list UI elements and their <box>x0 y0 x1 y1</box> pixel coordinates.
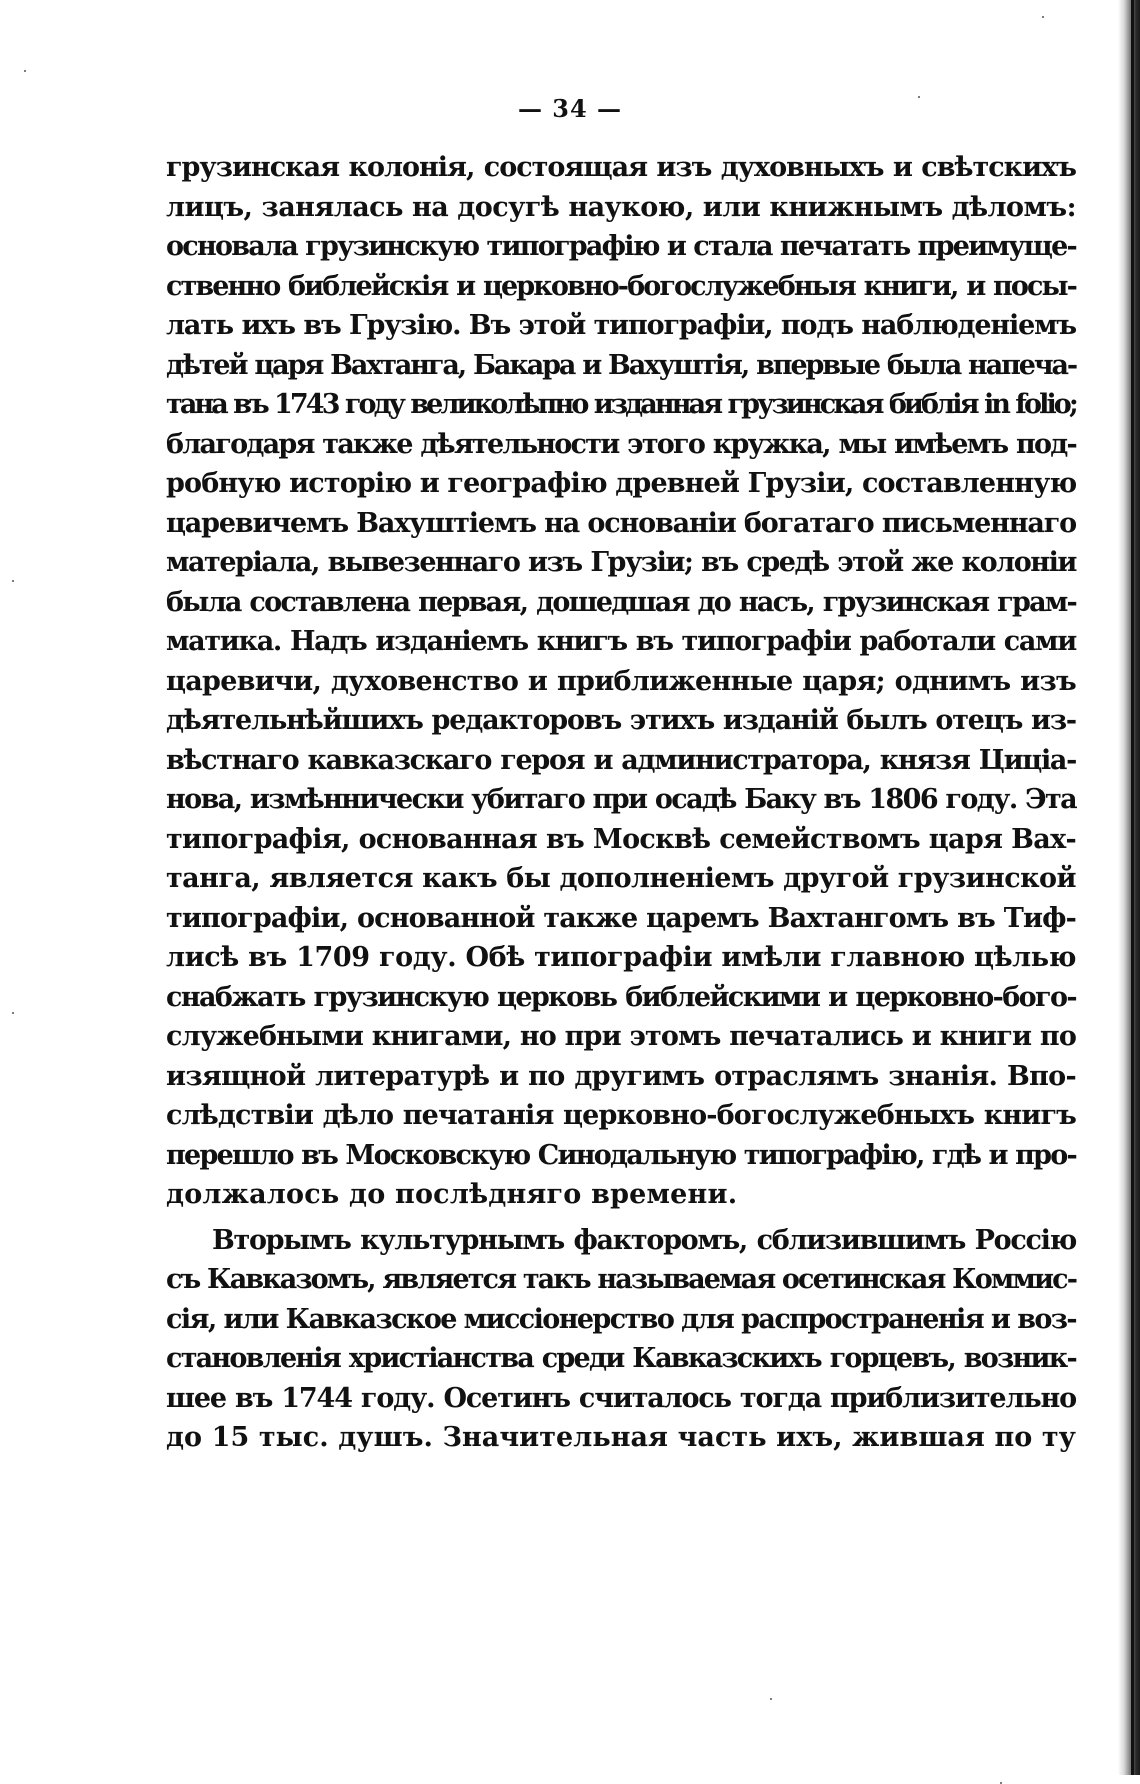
text-line: грузинская колонія, состоящая изъ духовныхъ и свѣтскихъ <box>166 152 1076 183</box>
text-line: царевичемъ Вахуштіемъ на основаніи богатаго письменнаго <box>166 507 1076 539</box>
text-line: съ Кавказомъ, является такъ называемая осетинская Коммис- <box>166 1264 1076 1295</box>
text-line: нова, измѣннически убитаго при осадѣ Баку въ 1806 году. Эта <box>166 784 1076 815</box>
text-line: типографіи, основанной также царемъ Вахтангомъ въ Тиф- <box>166 902 1076 934</box>
text-line: лать ихъ въ Грузію. Въ этой типографіи, подъ наблюденіемъ <box>166 310 1076 341</box>
text-line: лисѣ въ 1709 году. Обѣ типографіи имѣли главною цѣлью <box>166 942 1076 973</box>
page-edge-line <box>1131 0 1134 1775</box>
text-line: робную исторію и географію древней Грузіи, составленную <box>166 468 1077 499</box>
text-line: матика. Надъ изданіемъ книгъ въ типографіи работали сами <box>166 626 1076 657</box>
text-line: была составлена первая, дошедшая до насъ, грузинская грам- <box>166 586 1076 618</box>
paragraph-2 <box>166 1221 1076 1458</box>
paper-speck <box>1042 16 1044 18</box>
text-line: ственно библейскія и церковно-богослужебныя книги, и посы- <box>166 270 1076 302</box>
text-line: благодаря также дѣятельности этого кружка, мы имѣемъ под- <box>166 428 1076 460</box>
text-line: матеріала, вывезеннаго изъ Грузіи; въ средѣ этой же колоніи <box>166 547 1076 578</box>
text-line: шее въ 1744 году. Осетинъ считалось тогда приблизительно <box>166 1382 1076 1414</box>
text-line: должалось до послѣдняго времени. <box>166 1179 738 1210</box>
paper-speck <box>12 1012 14 1014</box>
text-line: типографія, основанная въ Москвѣ семействомъ царя Вах- <box>166 823 1076 855</box>
text-line: танга, является какъ бы дополненіемъ другой грузинской <box>166 863 1076 894</box>
page-number: — 34 — <box>517 94 623 123</box>
page-edge-shadow <box>1118 0 1140 1775</box>
text-line: царевичи, духовенство и приближенные царя; однимъ изъ <box>166 665 1076 697</box>
text-line: тана въ 1743 году великолѣпно изданная грузинская библія in folio; <box>166 389 1076 420</box>
text-line: служебными книгами, но при этомъ печатались и книги по <box>166 1021 1076 1052</box>
text-line: снабжать грузинскую церковь библейскими и церковно-бого- <box>166 981 1076 1013</box>
text-line: дѣятельнѣйшихъ редакторовъ этихъ изданій былъ отецъ из- <box>166 705 1076 736</box>
text-line: становленія христіанства среди Кавказскихъ горцевъ, возник- <box>166 1343 1076 1374</box>
text-line: основала грузинскую типографію и стала печатать преимуще- <box>166 231 1076 262</box>
text-line: лицъ, занялась на досугѣ наукою, или книжнымъ дѣломъ: <box>166 191 1076 223</box>
text-line: сія, или Кавказское миссіонерство для распространенія и воз- <box>166 1303 1076 1335</box>
body-text <box>166 148 1076 1458</box>
text-line: изящной литературѣ и по другимъ отраслямъ знанія. Впо- <box>166 1060 1076 1092</box>
paper-speck <box>770 1698 772 1700</box>
text-line: до 15 тыс. душъ. Значительная часть ихъ, жившая по ту <box>166 1422 1076 1453</box>
text-line: вѣстнаго кавказскаго героя и администратора, князя Циціа- <box>166 744 1076 776</box>
paragraph-1 <box>166 148 1076 1215</box>
paper-speck <box>24 70 26 72</box>
text-line: Вторымъ культурнымъ факторомъ, сблизившимъ Россію <box>212 1224 1076 1256</box>
text-line: слѣдствіи дѣло печатанія церковно-богослужебныхъ книгъ <box>166 1100 1076 1131</box>
text-line: перешло въ Московскую Синодальную типографію, гдѣ и про- <box>166 1139 1076 1171</box>
text-line: дѣтей царя Вахтанга, Бакара и Вахуштія, впервые была напеча- <box>166 349 1076 381</box>
paper-speck <box>12 580 14 582</box>
